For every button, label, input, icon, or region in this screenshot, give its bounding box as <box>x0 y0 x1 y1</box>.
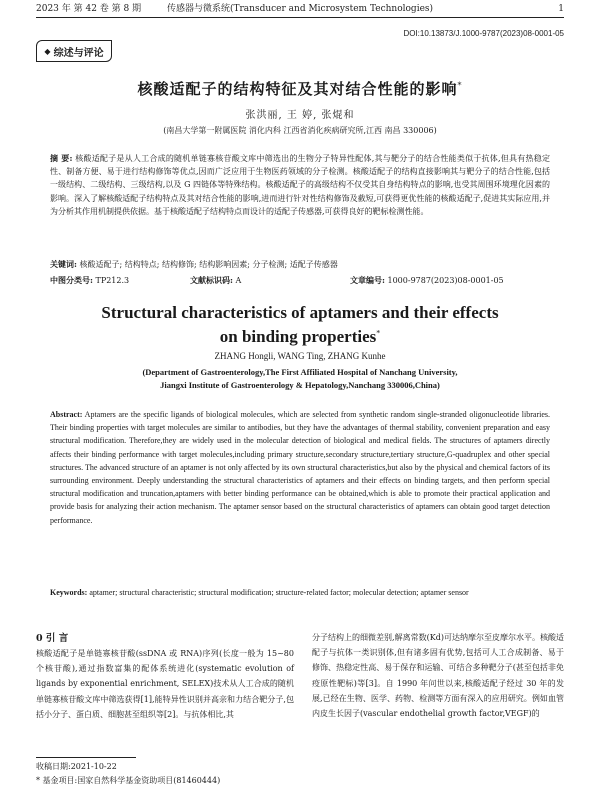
cn-keywords-label: 关键词: <box>50 259 77 269</box>
cn-affiliation: (南昌大学第一附属医院 消化内科 江西省消化疾病研究所,江西 南昌 330006) <box>163 126 437 135</box>
en-abstract <box>50 408 550 527</box>
cn-abstract-text: 核酸适配子是从人工合成的随机单链寡核苷酸文库中筛选出的生物分子特异性配体,其与靶分子的结合性能类似于抗体,但具有热稳定性、制备方便、易于进行结构修饰等优点,因而广泛应用于生物医药领域的分子检测。核酸适配子的结构直接影响其与靶分子的结合性能,包括一级结构、二级结构、三级结构,以及 G 四链体等特殊结构。核酸适配子的高级结构不仅受其自身结构特点的影响,也受其周围环境理化因素的影响。深入了解核酸适配子结构特点及其对结合性能的影响,进而进行针对性结构修饰及截短,可获得更优性能的核酸适配子,促进其实际应用,并为分析其作用机制提供依据。基于核酸适配子结构特点而设计的适配子传感器,可获得良好的靶标检测性能。 <box>50 154 550 216</box>
article-number: 文章编号: 1000-9787(2023)08-0001-05 <box>350 275 504 285</box>
title-footnote-mark: * <box>457 81 463 90</box>
header-rule <box>36 17 564 18</box>
en-keywords-text: aptamer; structural characteristic; structural modification; structure-related factor; molecular detection; aptamer sensor <box>89 588 469 597</box>
en-affiliation-line1: (Department of Gastroenterology,The First Affiliated Hospital of Nanchang University, <box>142 367 458 377</box>
en-affiliation-line2: Jiangxi Institute of Gastroenterology & Hepatology,Nanchang 330006,China) <box>160 380 440 390</box>
page-number: 1 <box>558 4 564 14</box>
cn-keywords <box>50 258 550 271</box>
section-tag <box>36 40 112 62</box>
journal-name: 传感器与微系统(Transducer and Microsystem Technologies) <box>166 4 434 14</box>
en-authors: ZHANG Hongli, WANG Ting, ZHANG Kunhe <box>214 351 386 361</box>
section-heading: 0 引 言 <box>36 633 69 644</box>
en-keywords-label: Keywords: <box>50 588 88 597</box>
body-left-column: 核酸适配子是单链寡核苷酸(ssDNA 或 RNA)序列(长度一般为 15~80 个核苷酸),通过指数富集的配体系统进化(systematic evolution of ligands by exponential enrichment, SELEX)技术从人工合成的随机单链寡核苷酸文库中筛选获得[1],能特异性识别并高亲和力结合靶分子,包括小分子、蛋白质、细胞甚至组织等[2]。与抗体相比,其 <box>36 649 294 719</box>
cn-abstract-label: 摘 要: <box>50 153 73 163</box>
received-date: 收稿日期:2021-10-22 <box>36 762 117 771</box>
clc-number: 中图分类号: TP212.3 <box>50 275 130 285</box>
en-abstract-text: Aptamers are the specific ligands of biological molecules, which are selected from synthetic random single-stranded oligonucleotide libraries. Their binding properties with target molecules are similar to antibodies, but they have the advantages of thermal stability, convenient preparation and easy structural modification. Therefore,they are widely used in the molecular detection of biological and medical fields. The structures of aptamers directly affects their binding performance with target molecules,including primary structure,secondary structure,tertiary structure,G-quadruplex and other special structures. The advanced structure of an aptamer is not only affected by its own structural characteristics,but also by the physical and chemical factors of its surrounding environment. Deeply understanding the structural characteristics of aptamers and their effects on binding targets, and then perform special structural modification and truncation,aptamers with better binding performance can be obtained,which is able to promote their practical application and provide basis for analyzing their action mechanism. The aptamer sensor based on the structural characteristics of aptamers can obtain good target detection performance. <box>50 410 550 525</box>
en-title-line1: Structural characteristics of aptamers and their effects <box>101 303 499 322</box>
footnote-rule <box>36 757 136 758</box>
en-title-footnote-mark: * <box>376 328 381 338</box>
en-keywords <box>50 586 550 599</box>
document-code: 文献标识码: A <box>190 275 242 285</box>
journal-issue: 2023 年 第 42 卷 第 8 期 <box>36 4 142 14</box>
fund-note: * 基金项目:国家自然科学基金资助项目(81460444) <box>36 776 221 785</box>
en-title-line2: on binding properties* <box>219 327 381 346</box>
classification-row <box>50 274 550 286</box>
running-header <box>36 2 564 16</box>
en-abstract-label: Abstract: <box>50 410 83 419</box>
cn-keywords-text: 核酸适配子; 结构特点; 结构修饰; 结构影响因素; 分子检测; 适配子传感器 <box>79 260 338 269</box>
diamond-icon: ◆ <box>44 46 51 56</box>
cn-title: 核酸适配子的结构特征及其对结合性能的影响* <box>137 80 463 98</box>
cn-authors: 张洪丽, 王 婷, 张焜和 <box>245 110 355 121</box>
cn-abstract <box>50 152 550 218</box>
doi: DOI:10.13873/J.1000-9787(2023)08-0001-05 <box>403 29 564 38</box>
body-right-column: 分子结构上的细微差别,解离常数(Kd)可达纳摩尔至皮摩尔水平。核酸适配子与抗体一类识别体,但有诸多固有优势,包括可人工合成制备、易于修饰、热稳定性高、易于保存和运输、可结合多种靶分子(甚至包括非免疫原性靶标)等[3]。自 1990 年问世以来,核酸适配子经过 30 年的发展,已经在生物、医学、药物、检测等方面有深入的应用研究。例如血管内皮生长因子(vascular endothelial growth factor,VEGF)的 <box>312 633 564 719</box>
section-tag-label: 综述与评论 <box>53 47 104 59</box>
